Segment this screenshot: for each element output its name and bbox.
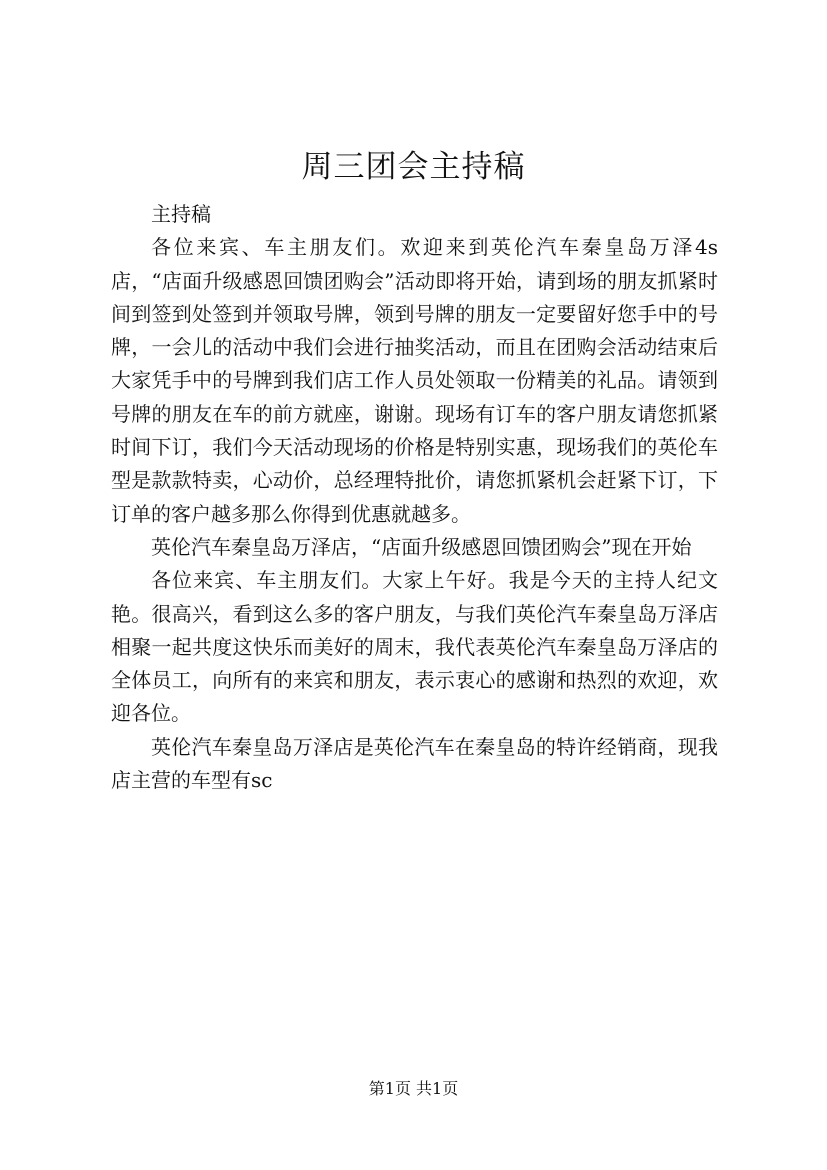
document-title: 周三团会主持稿 [301,149,526,185]
paragraph-welcome: 各位来宾、车主朋友们。欢迎来到英伦汽车秦皇岛万泽4s店，“店面升级感恩回馈团购会”活动即将开始，请到场的朋友抓紧时间到签到处签到并领取号牌，领到号牌的朋友一定要留好您手中的号牌，一会儿的活动中我们会进行抽奖活动，而且在团购会活动结束后大家凭手中的号牌到我们店工作人员处领取一份精美的礼品。请领到号牌的朋友在车的前方就座，谢谢。现场有订车的客户朋友请您抓紧时间下订，我们今天活动现场的价格是特别实惠，现场我们的英伦车型是款款特卖，心动价，总经理特批价，请您抓紧机会赶紧下订，下订单的客户越多那么你得到优惠就越多。 [111,235,718,526]
document-body [111,198,718,797]
paragraph-opening: 英伦汽车秦皇岛万泽店，“店面升级感恩回馈团购会”现在开始 [151,534,692,559]
paragraph-greeting: 各位来宾、车主朋友们。大家上午好。我是今天的主持人纪文艳。很高兴，看到这么多的客户朋友，与我们英伦汽车秦皇岛万泽店相聚一起共度这快乐而美好的周末，我代表英伦汽车秦皇岛万泽店的全体员工，向所有的来宾和朋友，表示衷心的感谢和热烈的欢迎，欢迎各位。 [111,568,718,726]
paragraph-heading: 主持稿 [151,202,211,226]
page-footer: 第1页 共1页 [368,1079,459,1098]
paragraph-dealer-intro: 英伦汽车秦皇岛万泽店是英伦汽车在秦皇岛的特许经销商，现我店主营的车型有sc [111,734,718,793]
